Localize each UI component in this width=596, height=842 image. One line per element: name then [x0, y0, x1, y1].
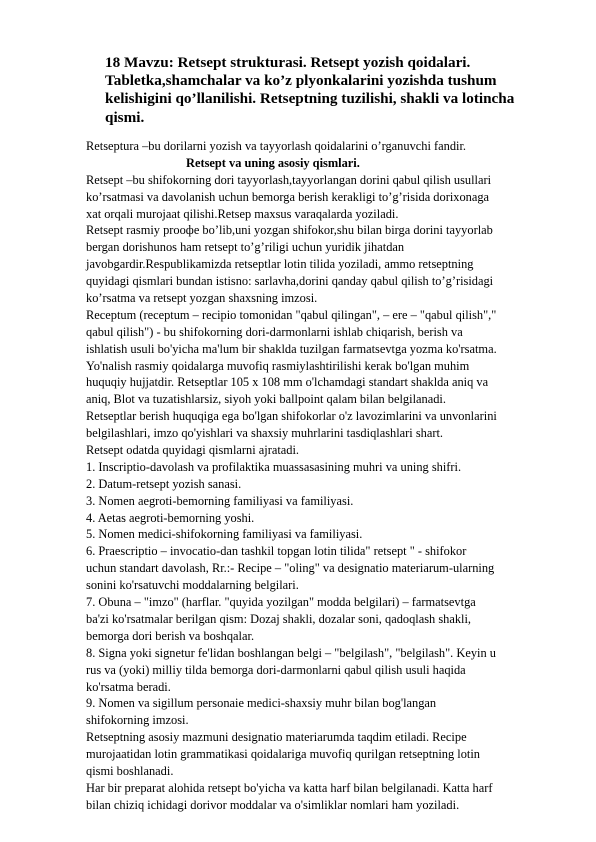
list-item-3: 3. Nomen aegroti-bemorning familiyasi va familiyasi. — [86, 493, 354, 508]
document-title — [105, 54, 545, 127]
text-line: bilan chiziq ichidagi dorivor moddalar va o'simliklar nomlari ham yoziladi. — [86, 797, 460, 812]
text-line: rus va (yoki) milliy tilda bemorga dori-darmonlarni qabul qilish usuli haqida — [86, 662, 466, 677]
text-line: qabul qilish") - bu shifokorning dori-darmonlarni ishlab chiqarish, berish va — [86, 324, 463, 339]
text-line: Retsept rasmiy prooфe bo’lib,uni yozgan shifokor,shu bilan birga dorini tayyorlab — [86, 223, 493, 238]
text-line: quyidagi qismlari bundan istisno: sarlavha,dorini qanday qabul qilish to’g’risidagi — [86, 274, 494, 289]
text-line: Receptum (receptum – recipio tomonidan "qabul qilingan", – ere – "qabul qilish"," — [86, 307, 497, 322]
text-line: javobgardir.Respublikamizda retseptlar lotin tilida yoziladi, ammo retseptning — [86, 257, 474, 272]
text-line: murojaatidan lotin grammatikasi qoidalariga muvofiq qurilgan retseptning lotin — [86, 747, 481, 762]
text-line: ko’rsatma va retsept yozgan shaxsning imzosi. — [86, 291, 318, 306]
text-line: Yo'nalish rasmiy qoidalarga muvofiq rasmiylashtirilishi kerak bo'lgan muhim — [86, 358, 470, 373]
list-item-5: 5. Nomen medici-shifokorning familiyasi va familiyasi. — [86, 527, 363, 542]
list-item-6: 6. Praescriptio – invocatio-dan tashkil topgan lotin tilida" retsept " - shifokor — [86, 544, 467, 559]
text-line: qismi boshlanadi. — [86, 763, 174, 778]
text-line: uchun standart davolash, Rr.:- Recipe – "oling" va designatio materiarum-ularning — [86, 561, 495, 576]
text-line: ko’rsatmasi va davolanish uchun bemorga berish kerakligi to’g’risida dorixonaga — [86, 189, 490, 204]
text-line: Har bir preparat alohida retsept bo'yicha va katta harf bilan belgilanadi. Katta harf — [86, 780, 493, 795]
text-line: ba'zi ko'rsatmalar berilgan qism: Dozaj shakli, dozalar soni, qadoqlash shakli, — [86, 611, 472, 626]
text-line: Retseptlar berish huquqiga ega bo'lgan shifokorlar o'z lavozimlarini va unvonlarini — [86, 409, 497, 424]
title-line: kelishigini qo’llanilishi. Retseptning tuzilishi, shakli va lotincha — [105, 90, 515, 108]
text-line: bemorga dori berish va boshqalar. — [86, 628, 255, 643]
list-item-2: 2. Datum-retsept yozish sanasi. — [86, 476, 242, 491]
document-body — [86, 138, 556, 814]
text-line: sonini ko'rsatuvchi moddalarning belgilari. — [86, 578, 299, 593]
intro-line: Retseptura –bu dorilarni yozish va tayyorlash qoidalarini o’rganuvchi fandir. — [86, 139, 466, 153]
list-item-1: 1. Inscriptio-davolash va profilaktika muassasasining muhri va uning shifri. — [86, 459, 462, 474]
text-line: ko'rsatma beradi. — [86, 679, 171, 694]
title-line: 18 Mavzu: Retsept strukturasi. Retsept yozish qoidalari. — [105, 54, 471, 71]
list-item-4: 4. Aetas aegroti-bemorning yoshi. — [86, 510, 255, 525]
text-line: belgilashlari, imzo qo'yishlari va shaxsiy muhrlarini tasdiqlashlari shart. — [86, 426, 444, 441]
list-item-8: 8. Signa yoki signetur fe'lidan boshlangan belgi – "belgilash", "belgilash". Keyin u — [86, 645, 496, 660]
text-line: shifokorning imzosi. — [86, 713, 189, 728]
text-line: Retsept odatda quyidagi qismlarni ajratadi. — [86, 443, 299, 458]
title-line: qismi. — [105, 108, 145, 126]
text-line: xat orqali murojaat qilishi.Retsep maxsus varaqalarda yoziladi. — [86, 206, 399, 221]
title-line: Tabletka,shamchalar va ko’z plyonkalarini yozishda tushum — [105, 72, 497, 90]
text-line: ishlatish usuli bo'yicha ma'lum bir shaklda tuzilgan farmatsevtga yozma ko'rsatma. — [86, 341, 497, 356]
text-line: aniq, Blot va tuzatishlarsiz, siyoh yoki ballpoint qalam bilan belgilanadi. — [86, 392, 446, 407]
text-line: huquqiy hujjatdir. Retseptlar 105 x 108 mm o'lchamdagi standart shaklda aniq va — [86, 375, 489, 390]
list-item-7: 7. Obuna – "imzo" (harflar. "quyida yozilgan" modda belgilari) – farmatsevtga — [86, 595, 476, 610]
section-subheading: Retsept va uning asosiy qismlari. — [186, 155, 360, 170]
text-line: Retsept –bu shifokorning dori tayyorlash,tayyorlangan dorini qabul qilish usullari — [86, 172, 492, 187]
list-item-9: 9. Nomen va sigillum personaie medici-shaxsiy muhr bilan bog'langan — [86, 696, 437, 711]
text-line: Retseptning asosiy mazmuni designatio materiarumda taqdim etiladi. Recipe — [86, 730, 467, 745]
text-line: bergan dorishunos ham retsept to’g’riligi uchun yuridik jihatdan — [86, 240, 405, 255]
